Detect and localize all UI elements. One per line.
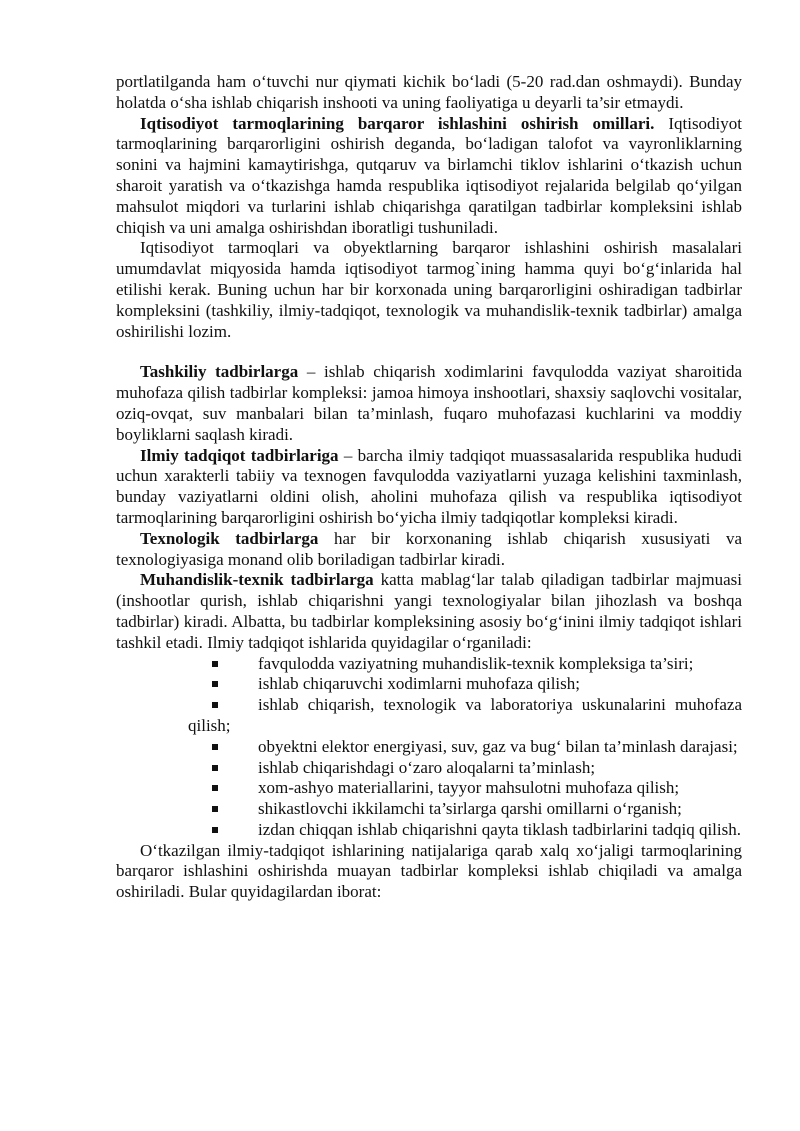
term-technological: Texnologik tadbirlarga [140, 528, 319, 548]
paragraph-conclusion: O‘tkazilgan ilmiy-tadqiqot ishlarining natijalariga qarab xalq xo‘jaligi tarmoqlarining barqaror ishlashini oshirishda muayan tadbirlar kompleksi ishlab chiqiladi va amalga oshiriladi. Bular quyidagilardan iborat: [116, 840, 742, 902]
spacer [116, 342, 742, 362]
paragraph-organizational [116, 362, 742, 445]
paragraph-engineering-text: katta mablag‘lar talab qiladigan tadbirlar majmuasi (inshootlar qurish, ishlab chiqarishni yangi texnologiyalar bilan jihozlash va boshqa tadbirlar) kiradi. Albatta, bu tadbirlar kompleksining asosiy bo‘g‘inini ilmiy tadqiqot ishlari tashkil etadi. Ilmiy tadqiqot ishlarida quyidagilar o‘rganiladi: [116, 570, 742, 652]
square-bullet-icon [212, 681, 218, 687]
list-item-text: xom-ashyo materiallarini, tayyor mahsulotni muhofaza qilish; [258, 778, 680, 798]
paragraph-economy-stability-text: Iqtisodiyot tarmoqlarining barqarorligini oshirish deganda, bo‘ladigan talofot va vayronliklarning sonini va hajmini kamaytirishga, qutqaruv va birlamchi tiklov ishlarini o‘tkazish uchun sharoit yaratish va o‘tkazishga hamda respublika iqtisodiyot rejalarida belgilab qo‘yilgan mahsulot miqdori va turlarini ishlab chiqarishga qaratilgan tadbirlar kompleksini ishlab chiqish va uni amalga oshirishdan iboratligi tushuniladi. [116, 113, 743, 237]
list-item-text: shikastlovchi ikkilamchi ta’sirlarga qarshi omillarni o‘rganish; [258, 799, 682, 819]
document-page [116, 72, 742, 903]
term-organizational: Tashkiliy tadbirlarga [140, 362, 299, 382]
list-item-text: favqulodda vaziyatning muhandislik-texnik kompleksiga ta’siri; [258, 653, 694, 673]
heading-economy-stability: Iqtisodiyot tarmoqlarining barqaror ishlashini oshirish omillari. [140, 113, 655, 133]
list-item-text: obyektni elektor energiyasi, suv, gaz va bug‘ bilan ta’minlash darajasi; [258, 736, 738, 756]
term-engineering: Muhandislik-texnik tadbirlarga [140, 570, 374, 590]
list-item-text: ishlab chiqaruvchi xodimlarni muhofaza qilish; [258, 674, 580, 694]
bullet-list [116, 654, 742, 841]
list-item [116, 758, 742, 779]
list-item [116, 799, 742, 820]
square-bullet-icon [212, 702, 218, 708]
paragraph-engineering [116, 570, 742, 653]
list-item [116, 674, 742, 695]
paragraph-economy-stability [116, 114, 742, 239]
square-bullet-icon [212, 806, 218, 812]
square-bullet-icon [212, 785, 218, 791]
term-research: Ilmiy tadqiqot tadbirlariga [140, 445, 339, 465]
square-bullet-icon [212, 827, 218, 833]
paragraph-research-text: – barcha ilmiy tadqiqot muassasalarida respublika hududi uchun xarakterli tabiiy va texnogen favqulodda vaziyatlarni yuzaga kelishini taxminlash, bunday vaziyatlarni oldini olish, aholini muhofaza qilish va respublika iqtisodiyot tarmoqlarining barqarorligini oshirish bo‘yicha ilmiy tadqiqotlar kompleksi kiradi. [116, 445, 742, 527]
list-item-text: izdan chiqqan ishlab chiqarishni qayta tiklash tadbirlarini tadqiq qilish. [258, 819, 741, 839]
paragraph-technological [116, 529, 742, 571]
list-item [116, 778, 742, 799]
list-item [116, 737, 742, 758]
paragraph-organizational-text: – ishlab chiqarish xodimlarini favqulodda vaziyat sharoitida muhofaza qilish tadbirlar kompleksi: jamoa himoya inshootlari, shaxsiy saqlovchi vositalar, oziq-ovqat, suv manbalari bilan ta’minlash, fuqaro muhofazasi kuchlarini va moddiy boyliklarni saqlash kiradi. [116, 362, 742, 444]
paragraph-intro: portlatilganda ham o‘tuvchi nur qiymati kichik bo‘ladi (5-20 rad.dan oshmaydi). Bunday holatda o‘sha ishlab chiqarish inshooti va uning faoliyatiga u deyarli ta’sir etmaydi. [116, 72, 742, 112]
paragraph-technological-text: har bir korxonaning ishlab chiqarish xususiyati va texnologiyasiga monand olib boriladigan tadbirlar kiradi. [116, 528, 742, 569]
square-bullet-icon [212, 744, 218, 750]
list-item [116, 695, 742, 737]
list-item-text: ishlab chiqarishdagi o‘zaro aloqalarni ta’minlash; [258, 757, 596, 777]
square-bullet-icon [212, 765, 218, 771]
paragraph-research [116, 446, 742, 529]
list-item-text: ishlab chiqarish, texnologik va laboratoriya uskunalarini muhofaza qilish; [188, 695, 742, 735]
square-bullet-icon [212, 661, 218, 667]
list-item [116, 820, 742, 841]
list-item [116, 654, 742, 675]
paragraph-national-level: Iqtisodiyot tarmoqlari va obyektlarning barqaror ishlashini oshirish masalalari umumdavlat miqyosida hamda iqtisodiyot tarmog`ining hamma quyi bo‘g‘inlarida hal etilishi kerak. Buning uchun har bir korxonada uning barqarorligini oshiradigan tadbirlar kompleksini (tashkiliy, ilmiy-tadqiqot, texnologik va muhandislik-texnik tadbirlar) amalga oshirilishi lozim. [116, 238, 742, 341]
